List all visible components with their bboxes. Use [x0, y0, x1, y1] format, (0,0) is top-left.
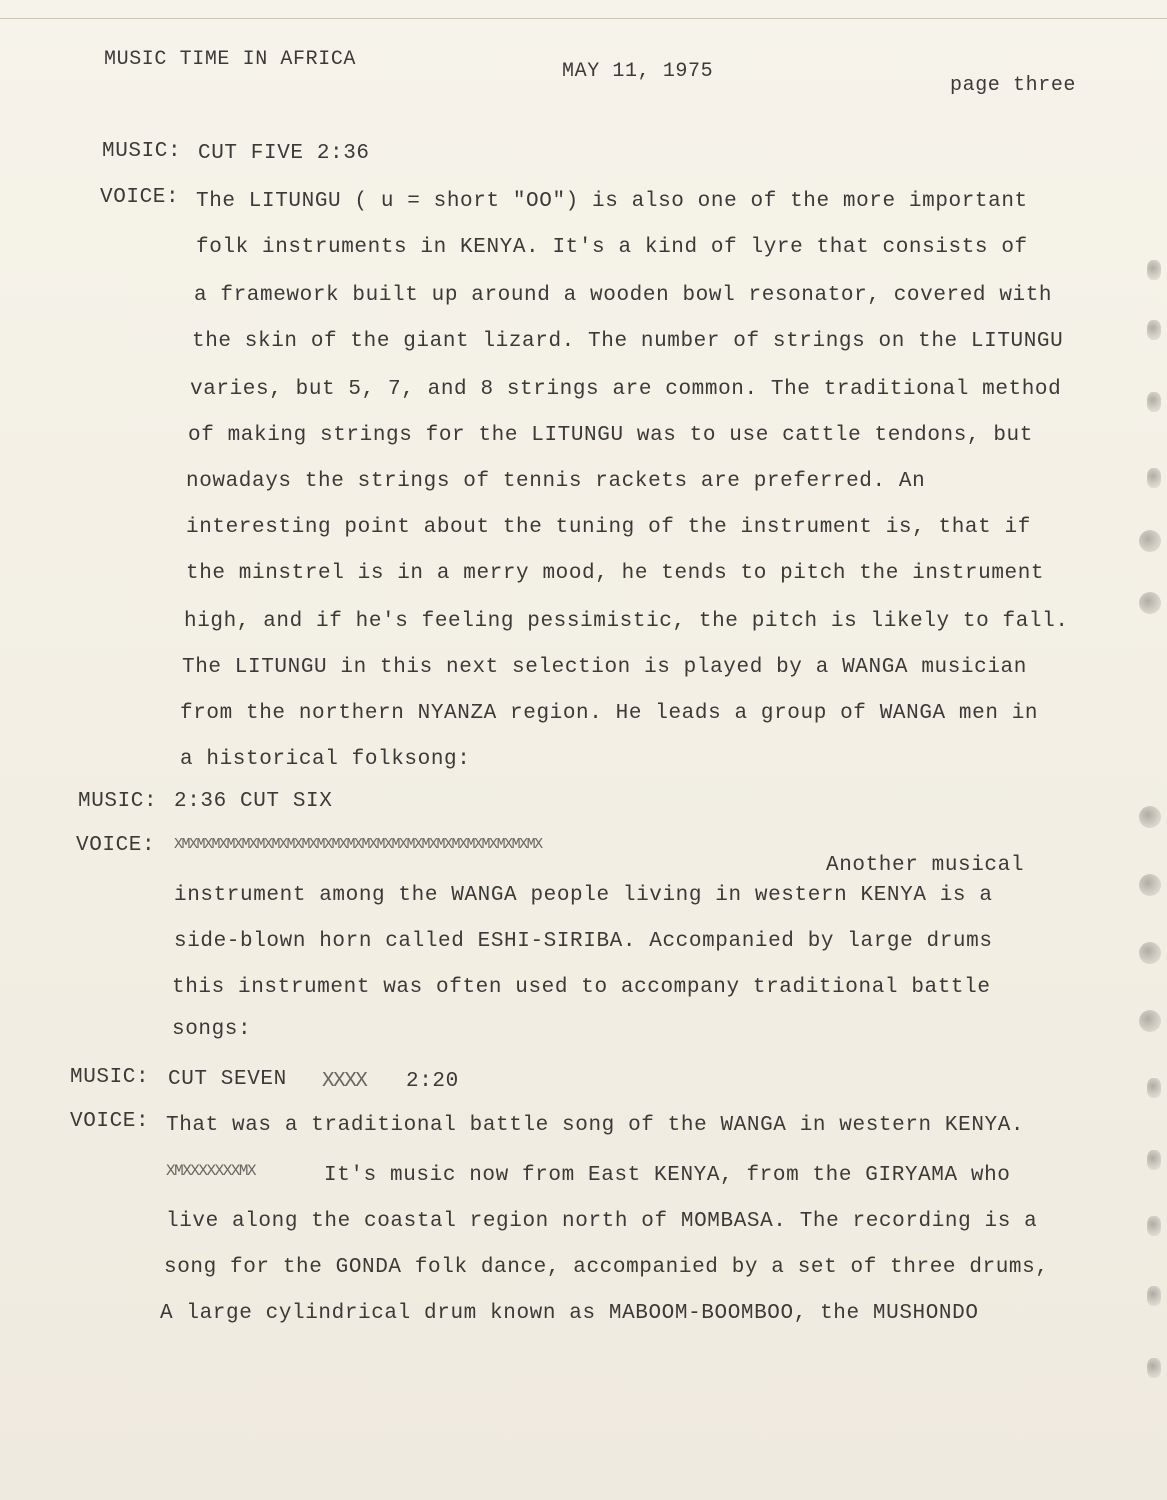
voice1-line: the minstrel is in a merry mood, he tends to pitch the instrument	[186, 562, 1045, 585]
voice1-line: a historical folksong:	[180, 748, 471, 771]
music-cue-2: 2:36 CUT SIX	[174, 790, 333, 813]
document-date: MAY 11, 1975	[562, 60, 714, 83]
music-label-1: MUSIC:	[102, 140, 182, 163]
voice1-line: a framework built up around a wooden bowl resonator, covered with	[194, 284, 1053, 307]
voice-label-3: VOICE:	[70, 1110, 150, 1133]
binder-holes	[1127, 0, 1167, 1500]
voice2-line: instrument among the WANGA people living in western KENYA is a	[174, 884, 993, 907]
struck-out-text: XMXXXXXXXMX	[166, 1162, 256, 1180]
torn-top-edge	[0, 0, 1167, 19]
music-cue-1: CUT FIVE 2:36	[198, 142, 370, 165]
voice2-line: this instrument was often used to accompany traditional battle	[172, 976, 991, 999]
voice1-line: folk instruments in KENYA. It's a kind of lyre that consists of	[196, 236, 1028, 259]
voice1-line: varies, but 5, 7, and 8 strings are common. The traditional method	[190, 378, 1062, 401]
music-label-3: MUSIC:	[70, 1066, 150, 1089]
voice1-line: The LITUNGU ( u = short "OO") is also one of the more important	[196, 190, 1028, 213]
voice-label-2: VOICE:	[76, 834, 156, 857]
struck-out-text: XXXX	[322, 1070, 367, 1093]
voice1-line: nowadays the strings of tennis rackets are preferred. An	[186, 470, 926, 493]
voice2-line: songs:	[172, 1018, 252, 1041]
page-number: page three	[950, 74, 1077, 97]
voice1-line: of making strings for the LITUNGU was to use cattle tendons, but	[188, 424, 1033, 447]
voice2-line: side-blown horn called ESHI-SIRIBA. Accompanied by large drums	[174, 930, 993, 953]
struck-out-text: XMXMXMXMXMXMXMXMXMXMXMXMXMXMXMXMXMXMXMXMXMXMXMXMX	[174, 836, 542, 853]
music-label-2: MUSIC:	[78, 790, 158, 813]
voice3-line: live along the coastal region north of MOMBASA. The recording is a	[166, 1210, 1038, 1233]
voice3-line: song for the GONDA folk dance, accompanied by a set of three drums,	[164, 1256, 1049, 1279]
voice1-line: high, and if he's feeling pessimistic, the pitch is likely to fall.	[184, 610, 1069, 633]
voice3-line: It's music now from East KENYA, from the GIRYAMA who	[324, 1164, 1011, 1187]
voice1-line: The LITUNGU in this next selection is played by a WANGA musician	[182, 656, 1027, 679]
music-cue-3: CUT SEVEN	[168, 1068, 287, 1091]
voice3-line: That was a traditional battle song of the WANGA in western KENYA.	[166, 1114, 1025, 1137]
voice1-line: from the northern NYANZA region. He leads a group of WANGA men in	[180, 702, 1039, 725]
voice1-line: the skin of the giant lizard. The number of strings on the LITUNGU	[192, 330, 1064, 353]
voice2-line: Another musical	[826, 854, 1025, 877]
voice1-line: interesting point about the tuning of the instrument is, that if	[186, 516, 1031, 539]
music-cue-3-time: 2:20	[406, 1070, 459, 1093]
voice3-line: A large cylindrical drum known as MABOOM-BOOMBOO, the MUSHONDO	[160, 1302, 979, 1325]
voice-label-1: VOICE:	[100, 186, 180, 209]
program-title: MUSIC TIME IN AFRICA	[104, 48, 357, 71]
